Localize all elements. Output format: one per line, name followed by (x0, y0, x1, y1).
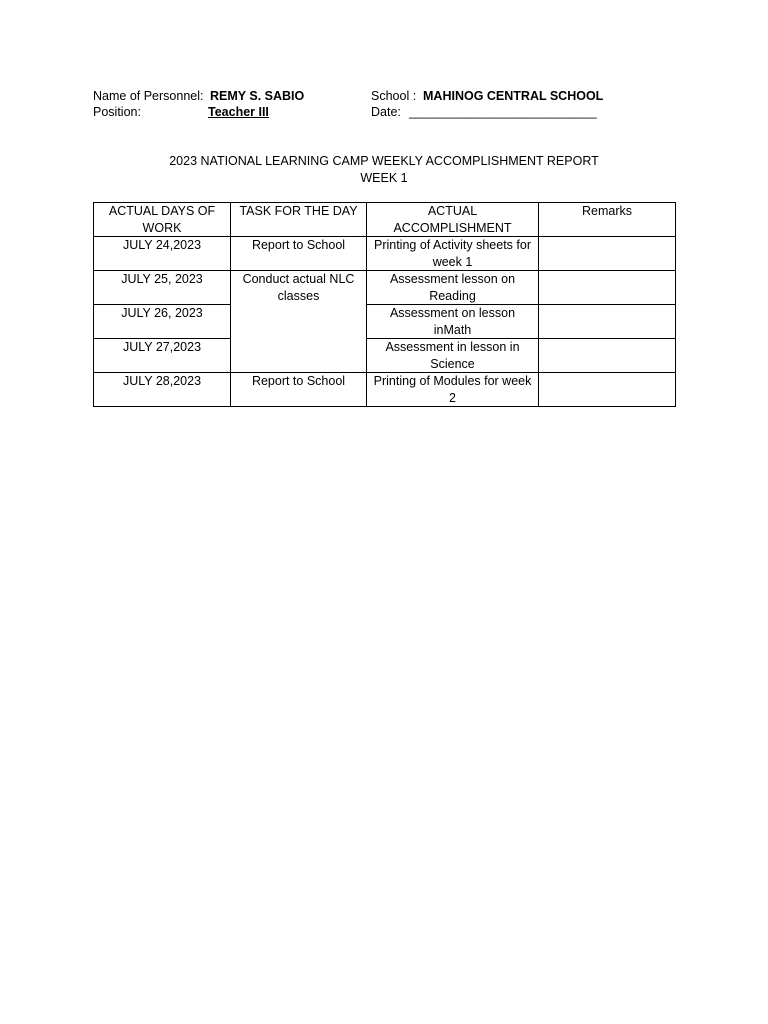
accomplishment-cell: Printing of Modules for week 2 (367, 373, 539, 407)
accomplishment-cell: Assessment lesson on Reading (367, 271, 539, 305)
day-cell: JULY 28,2023 (94, 373, 231, 407)
table-row (94, 373, 676, 407)
report-title: 2023 NATIONAL LEARNING CAMP WEEKLY ACCOMPLISHMENT REPORT (169, 154, 599, 168)
header-cell-accomplishment: ACTUAL ACCOMPLISHMENT (367, 203, 539, 237)
task-cell: Report to School (231, 237, 367, 271)
remarks-cell (539, 305, 676, 339)
position-value: Teacher III (208, 105, 269, 119)
report-subtitle: WEEK 1 (360, 171, 408, 185)
day-cell: JULY 24,2023 (94, 237, 231, 271)
position-label: Position: (93, 105, 141, 119)
table-row (94, 271, 676, 305)
day-cell: JULY 26, 2023 (94, 305, 231, 339)
accomplishment-cell: Printing of Activity sheets for week 1 (367, 237, 539, 271)
accomplishment-cell: Assessment in lesson in Science (367, 339, 539, 373)
header-line-2 (93, 104, 693, 120)
name-label: Name of Personnel: (93, 89, 204, 103)
day-cell: JULY 25, 2023 (94, 271, 231, 305)
table-row (94, 237, 676, 271)
name-value: REMY S. SABIO (210, 89, 305, 103)
table-row (94, 305, 676, 339)
school-label: School : (371, 89, 417, 103)
header-cell-task: TASK FOR THE DAY (231, 203, 367, 237)
header-cell-remarks: Remarks (539, 203, 676, 237)
remarks-cell (539, 271, 676, 305)
remarks-cell (539, 339, 676, 373)
table-header-row (94, 203, 676, 237)
accomplishment-table (93, 202, 676, 407)
remarks-cell (539, 373, 676, 407)
accomplishment-cell: Assessment on lesson inMath (367, 305, 539, 339)
date-value: ___________________________ (409, 105, 597, 119)
task-cell: Conduct actual NLC classes (231, 271, 367, 373)
school-value: MAHINOG CENTRAL SCHOOL (423, 89, 604, 103)
remarks-cell (539, 237, 676, 271)
header-cell-days: ACTUAL DAYS OF WORK (94, 203, 231, 237)
task-cell: Report to School (231, 373, 367, 407)
day-cell: JULY 27,2023 (94, 339, 231, 373)
header-line-1 (93, 88, 693, 104)
table-row (94, 339, 676, 373)
date-label: Date: (371, 105, 401, 119)
